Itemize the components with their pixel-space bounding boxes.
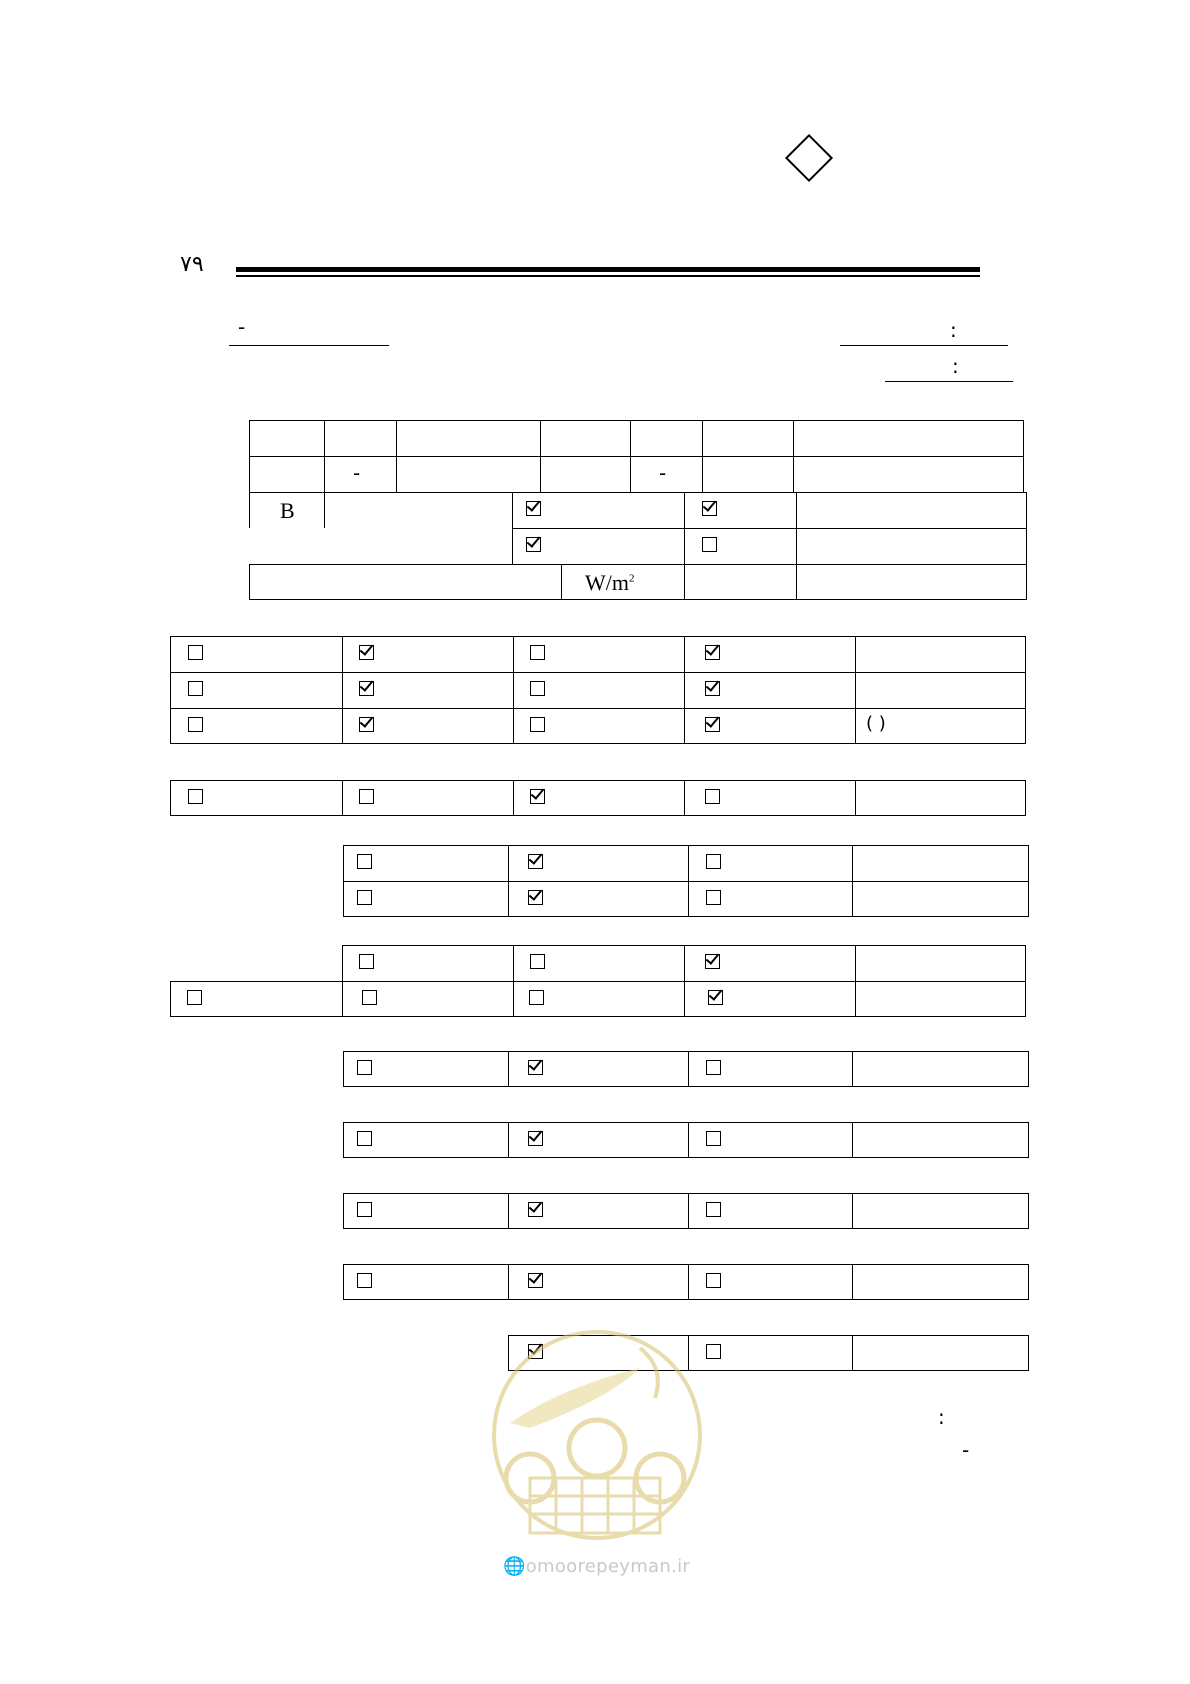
t6-cell bbox=[688, 1051, 852, 1087]
checkbox-checked[interactable] bbox=[705, 681, 720, 696]
checkbox-unchecked[interactable] bbox=[530, 681, 545, 696]
t5-cell bbox=[342, 981, 513, 1017]
t5-cell bbox=[342, 945, 513, 981]
top-right-colon-1: : bbox=[950, 318, 957, 342]
top-left-field-line[interactable] bbox=[229, 345, 389, 346]
t2-row-1 bbox=[170, 636, 1026, 672]
t3-cell bbox=[855, 780, 1026, 816]
t5-cell bbox=[170, 981, 342, 1017]
top-left-dash: - bbox=[238, 315, 246, 339]
t7-cell bbox=[508, 1122, 688, 1158]
t4-cell bbox=[343, 845, 508, 881]
t1-r5-cell bbox=[684, 564, 796, 600]
footer-colon: : bbox=[938, 1405, 945, 1429]
t2-row-2 bbox=[170, 672, 1026, 708]
t5-cell bbox=[855, 945, 1026, 981]
t4-cell bbox=[508, 881, 688, 917]
checkbox-unchecked[interactable] bbox=[706, 1344, 721, 1359]
t9-cell bbox=[852, 1264, 1029, 1300]
footer-dash: - bbox=[962, 1438, 970, 1462]
t4-cell bbox=[343, 881, 508, 917]
t1-r2-cell bbox=[702, 456, 793, 492]
t5-cell bbox=[684, 981, 855, 1017]
t8-cell bbox=[508, 1193, 688, 1229]
t2-cell bbox=[855, 708, 1026, 744]
t3-cell bbox=[170, 780, 342, 816]
checkbox-unchecked[interactable] bbox=[706, 1060, 721, 1075]
t9-cell bbox=[688, 1264, 852, 1300]
checkbox-checked[interactable] bbox=[528, 890, 543, 905]
t2-cell bbox=[342, 708, 513, 744]
checkbox-unchecked[interactable] bbox=[702, 537, 717, 552]
checkbox-unchecked[interactable] bbox=[706, 1131, 721, 1146]
t7-cell bbox=[688, 1122, 852, 1158]
checkbox-unchecked[interactable] bbox=[359, 954, 374, 969]
checkbox-checked[interactable] bbox=[526, 537, 541, 552]
t2-cell bbox=[170, 708, 342, 744]
t8-cell bbox=[688, 1193, 852, 1229]
t1-r1-cell bbox=[630, 420, 702, 456]
t5-row-2 bbox=[170, 981, 1026, 1017]
t9-row bbox=[343, 1264, 1029, 1300]
t4-row-1 bbox=[343, 845, 1029, 881]
t1-r2-cell bbox=[249, 456, 324, 492]
t1-row-1 bbox=[249, 420, 1024, 456]
t1-r5-cell bbox=[249, 564, 561, 600]
diamond-icon bbox=[785, 134, 833, 182]
checkbox-unchecked[interactable] bbox=[357, 890, 372, 905]
t5-cell bbox=[513, 945, 684, 981]
t5-cell bbox=[684, 945, 855, 981]
t2-cell bbox=[684, 636, 855, 672]
t1-row-5 bbox=[249, 564, 1027, 600]
t1-r4-cell bbox=[684, 528, 796, 564]
t1-r1-cell bbox=[702, 420, 793, 456]
checkbox-checked[interactable] bbox=[705, 717, 720, 732]
t1-r1-cell bbox=[249, 420, 324, 456]
checkbox-unchecked[interactable] bbox=[357, 1202, 372, 1217]
checkbox-unchecked[interactable] bbox=[530, 717, 545, 732]
checkbox-unchecked[interactable] bbox=[357, 1273, 372, 1288]
page-number: ۷۹ bbox=[180, 252, 204, 277]
checkbox-unchecked[interactable] bbox=[188, 717, 203, 732]
checkbox-checked[interactable] bbox=[359, 645, 374, 660]
checkbox-checked[interactable] bbox=[528, 1273, 543, 1288]
checkbox-unchecked[interactable] bbox=[357, 1060, 372, 1075]
t2-row-3 bbox=[170, 708, 1026, 744]
t6-cell bbox=[343, 1051, 508, 1087]
t6-cell bbox=[508, 1051, 688, 1087]
checkbox-unchecked[interactable] bbox=[362, 990, 377, 1005]
t1-r2-cell bbox=[324, 456, 396, 492]
t1-r5-cell bbox=[796, 564, 1027, 600]
t1-row-2 bbox=[249, 456, 1024, 492]
t2-cell bbox=[513, 672, 684, 708]
checkbox-checked[interactable] bbox=[528, 854, 543, 869]
watermark-logo-icon bbox=[490, 1328, 705, 1543]
t7-cell bbox=[343, 1122, 508, 1158]
checkbox-unchecked[interactable] bbox=[530, 954, 545, 969]
header-rule-thin bbox=[236, 275, 980, 277]
t1-r2-cell bbox=[793, 456, 1024, 492]
t3-cell bbox=[342, 780, 513, 816]
checkbox-unchecked[interactable] bbox=[706, 1202, 721, 1217]
checkbox-checked[interactable] bbox=[702, 501, 717, 516]
t2-cell bbox=[513, 636, 684, 672]
t5-row-1 bbox=[342, 945, 1026, 981]
t1-r3-cell bbox=[249, 492, 324, 528]
checkbox-unchecked[interactable] bbox=[529, 990, 544, 1005]
checkbox-checked[interactable] bbox=[528, 1202, 543, 1217]
t2-cell bbox=[684, 672, 855, 708]
t4-cell bbox=[508, 845, 688, 881]
t6-row bbox=[343, 1051, 1029, 1087]
checkbox-unchecked[interactable] bbox=[706, 1273, 721, 1288]
t10-cell bbox=[852, 1335, 1029, 1371]
t2-cell bbox=[684, 708, 855, 744]
t1-r2-cell bbox=[540, 456, 630, 492]
t1-r2-cell bbox=[630, 456, 702, 492]
checkbox-unchecked[interactable] bbox=[359, 789, 374, 804]
t2-cell bbox=[342, 672, 513, 708]
t1-r2-cell bbox=[396, 456, 540, 492]
t1-row-3 bbox=[249, 492, 1027, 528]
t4-cell bbox=[688, 881, 852, 917]
checkbox-checked[interactable] bbox=[530, 789, 545, 804]
t1-r4-cell bbox=[796, 528, 1027, 564]
checkbox-unchecked[interactable] bbox=[706, 854, 721, 869]
t1-r1-cell bbox=[540, 420, 630, 456]
t5-cell bbox=[855, 981, 1026, 1017]
t3-row-1 bbox=[170, 780, 1026, 816]
t1-r4-cell bbox=[512, 528, 684, 564]
t2-cell bbox=[855, 636, 1026, 672]
checkbox-unchecked[interactable] bbox=[705, 789, 720, 804]
t1-r5-cell bbox=[561, 564, 684, 600]
t8-row bbox=[343, 1193, 1029, 1229]
checkbox-checked[interactable] bbox=[359, 681, 374, 696]
radiation-unit: $W/m^2$ bbox=[585, 570, 635, 595]
header-rule-thick bbox=[236, 267, 980, 272]
t8-cell bbox=[852, 1193, 1029, 1229]
watermark-url: 🌐omoorepeyman.ir bbox=[503, 1556, 691, 1577]
t3-cell bbox=[513, 780, 684, 816]
checkbox-unchecked[interactable] bbox=[188, 645, 203, 660]
top-right-field-line-2[interactable] bbox=[885, 381, 1013, 382]
t2-cell bbox=[855, 672, 1026, 708]
t1-row-4 bbox=[512, 528, 1027, 564]
checkbox-checked[interactable] bbox=[705, 954, 720, 969]
top-right-field-line-1[interactable] bbox=[840, 345, 1008, 346]
top-right-colon-2: : bbox=[952, 354, 959, 378]
checkbox-unchecked[interactable] bbox=[357, 854, 372, 869]
t7-row bbox=[343, 1122, 1029, 1158]
t8-cell bbox=[343, 1193, 508, 1229]
t1-r3-cell bbox=[796, 492, 1027, 528]
t1-dash: - bbox=[659, 461, 667, 485]
paren-label: ( ) bbox=[866, 713, 886, 734]
climate-zone-label: B bbox=[280, 498, 295, 523]
checkbox-unchecked[interactable] bbox=[187, 990, 202, 1005]
t5-cell bbox=[513, 981, 684, 1017]
t9-cell bbox=[343, 1264, 508, 1300]
t4-cell bbox=[852, 845, 1029, 881]
t2-cell bbox=[513, 708, 684, 744]
checkbox-checked[interactable] bbox=[708, 990, 723, 1005]
checkbox-unchecked[interactable] bbox=[357, 1131, 372, 1146]
t4-cell bbox=[852, 881, 1029, 917]
checkbox-unchecked[interactable] bbox=[188, 789, 203, 804]
checkbox-checked[interactable] bbox=[528, 1131, 543, 1146]
checkbox-checked[interactable] bbox=[528, 1060, 543, 1075]
t4-row-2 bbox=[343, 881, 1029, 917]
t1-r3-cell bbox=[324, 492, 512, 528]
checkbox-checked[interactable] bbox=[705, 645, 720, 660]
checkbox-checked[interactable] bbox=[526, 501, 541, 516]
checkbox-unchecked[interactable] bbox=[188, 681, 203, 696]
checkbox-unchecked[interactable] bbox=[706, 890, 721, 905]
checkbox-unchecked[interactable] bbox=[530, 645, 545, 660]
t2-cell bbox=[342, 636, 513, 672]
t1-r3-cell bbox=[512, 492, 684, 528]
t10-cell bbox=[688, 1335, 852, 1371]
t1-dash: - bbox=[353, 461, 361, 485]
t9-cell bbox=[508, 1264, 688, 1300]
t4-cell bbox=[688, 845, 852, 881]
t1-r1-cell bbox=[396, 420, 540, 456]
t1-r1-cell bbox=[324, 420, 396, 456]
t3-cell bbox=[684, 780, 855, 816]
t2-cell bbox=[170, 672, 342, 708]
t1-r3-cell bbox=[684, 492, 796, 528]
t2-cell bbox=[170, 636, 342, 672]
t1-r1-cell bbox=[793, 420, 1024, 456]
t6-cell bbox=[852, 1051, 1029, 1087]
checkbox-checked[interactable] bbox=[359, 717, 374, 732]
t7-cell bbox=[852, 1122, 1029, 1158]
